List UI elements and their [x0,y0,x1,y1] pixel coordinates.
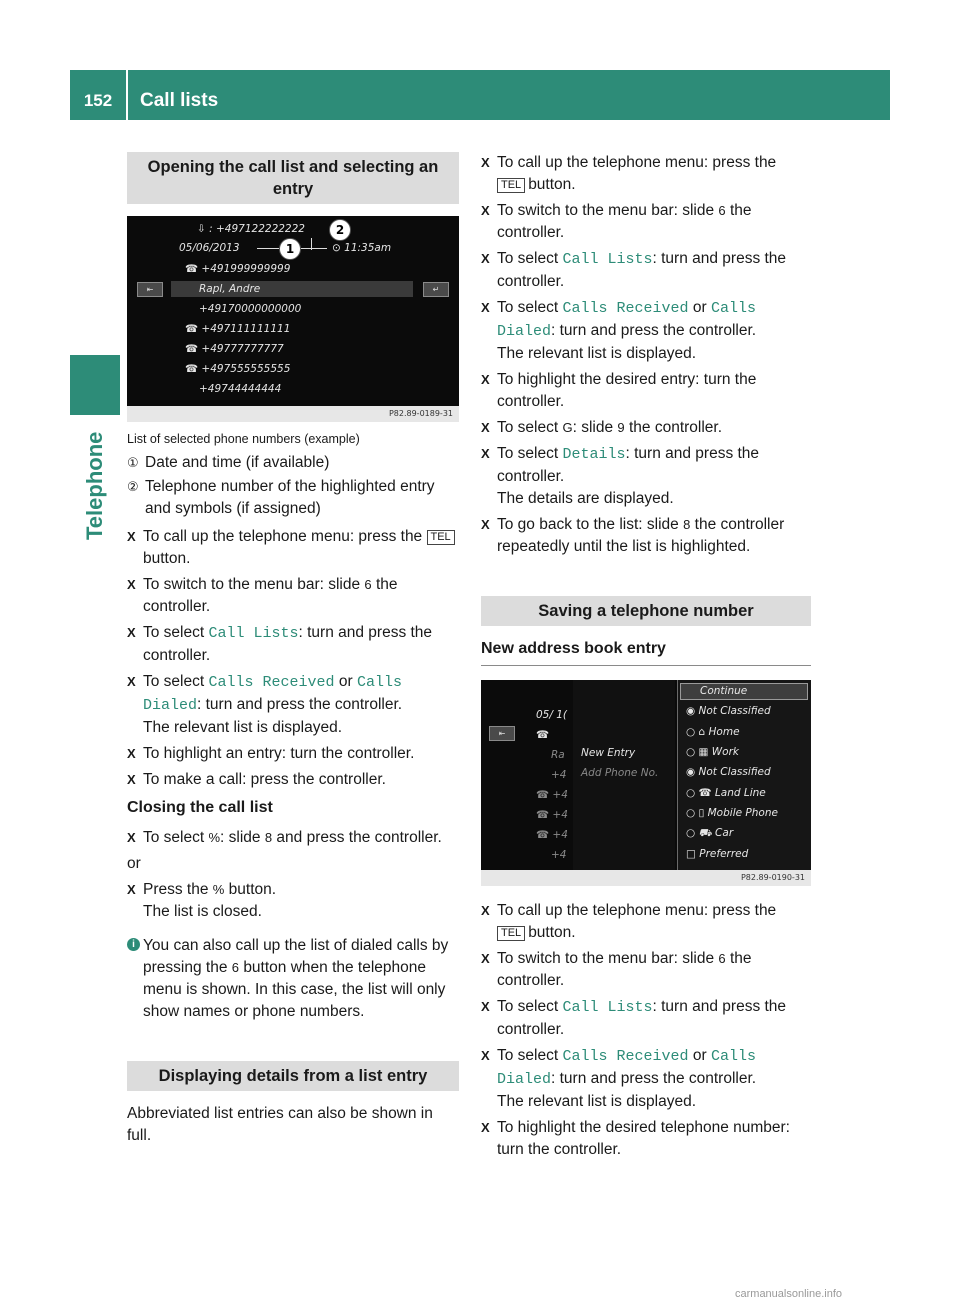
section-title: Call lists [140,90,219,111]
screen-item-new-entry: New Entry [581,747,636,759]
step: X To highlight the desired telephone number: turn the controller. [481,1119,790,1158]
info-note: i You can also call up the list of dialed calls by pressing the 6 button when the telephone menu is shown. In this case, the list will only show names or phone numbers. [127,935,459,1023]
controller-slide-down-icon: 6 [718,951,726,966]
screen-row: ☎ [536,729,550,741]
screen-back-button: ⇤ [137,282,163,297]
step: X To go back to the list: slide 8 the controller repeatedly until the list is highlighted. [481,516,785,555]
side-tab-bar [70,355,120,415]
screen-enter-button: ↵ [423,282,449,297]
screen-row: ☎ +4 [536,829,568,841]
step: X To select Calls Received or Calls Dialed: turn and press the controller. The relevant list is displayed. [481,1047,757,1110]
screen-row: ☎ +49777777777 [185,343,284,355]
page-number: 152 [83,91,113,110]
heading-opening-call-list: Opening the call list and selecting an entry [127,152,459,204]
menu-item: ○ ▦ Work [686,746,739,758]
menu-item: ○ ⛟ Car [686,827,734,839]
step: X To highlight the desired entry: turn the controller. [481,371,757,410]
screen-back-button: ⇤ [489,726,515,741]
controller-slide-down-icon: 6 [364,577,372,592]
details-text: Abbreviated list entries can also be shown in full. [127,1105,433,1144]
menu-item: ○ ▯ Mobile Phone [686,807,778,819]
screen-row: +49170000000000 [199,303,302,315]
step: X To select %: slide 8 and press the controller. [127,829,442,846]
controller-slide-left-icon: 8 [683,517,691,532]
tel-key-icon: TEL [497,926,525,941]
screen-row: ☎ +4 [536,789,568,801]
call-list-screenshot [127,216,459,422]
step: X To select Details: turn and press the controller. The details are displayed. [481,445,760,507]
back-icon: % [208,830,221,845]
right-column [481,152,811,1165]
callout-line [311,238,312,250]
callout-line [257,248,279,249]
screen-item-add-phone: Add Phone No. [581,767,659,779]
menu-item: □ Preferred [686,848,749,860]
screen-row: ☎ +4 [536,809,568,821]
screen-row-date: 05/06/2013 [179,242,240,254]
step: X To highlight an entry: turn the controller. [127,745,415,762]
legend-item: ① Date and time (if available) [127,454,330,471]
closing-title: Closing the call list [127,799,273,816]
info-icon: i [127,938,140,951]
menu-item: ○ ☎ Land Line [686,787,766,799]
callout-1: 1 [279,238,301,260]
step: X To make a call: press the controller. [127,771,386,788]
tel-key-icon: TEL [427,530,455,545]
figure-caption: List of selected phone numbers (example) [127,432,360,446]
step: X To select Calls Received or Calls Dialed: turn and press the controller. The relevant list is displayed. [127,673,403,736]
back-button-icon: % [212,882,225,897]
controller-slide-right-icon: 9 [617,420,625,435]
step: X To switch to the menu bar: slide 6 the controller. [481,202,752,241]
screen-row-time: ⊙ 11:35am [332,242,392,254]
phone-button-icon: 6 [231,960,239,975]
screen-row: ⇩ : +497122222222 [197,223,305,235]
screen-row: +49744444444 [199,383,282,395]
callout-line [299,248,327,249]
watermark: carmanualsonline.info [735,1288,843,1300]
step: X To select Call Lists: turn and press the controller. [127,624,433,664]
context-menu [677,680,811,870]
menu-item: ◉ Not Classified [686,766,771,778]
legend-item: ② Telephone number of the highlighted entry and symbols (if assigned) [127,478,435,517]
screen-row: 05/ 1( [536,709,568,721]
controller-slide-down-icon: 6 [718,203,726,218]
header-divider [126,70,128,120]
heading-saving-number: Saving a telephone number [481,596,811,626]
step: X To select Call Lists: turn and press the controller. [481,250,787,290]
subheading-new-entry: New address book entry [481,638,811,666]
new-entry-screenshot [481,680,811,886]
step: X To call up the telephone menu: press the TEL button. [481,154,777,193]
or-text: or [127,855,141,872]
menu-item: ◉ Not Classified [686,705,771,717]
step: X To select G: slide 9 the controller. [481,419,723,436]
screen-row: Rapl, Andre [199,283,261,295]
screen-row: +4 [551,769,567,781]
menu-item-continue: Continue [700,685,748,697]
figure-code: P82.89-0189-31 [127,406,459,422]
controller-slide-left-icon: 8 [264,830,273,845]
step: X To call up the telephone menu: press the TEL button. [481,902,777,941]
screen-row: Ra [551,749,565,761]
step: X Press the % button. The list is closed. [127,881,277,920]
step: X To call up the telephone menu: press the TELbutton. [127,526,459,570]
screen-row: +4 [551,849,567,861]
left-column [127,152,459,1151]
menu-item: ○ ⌂ Home [686,726,740,738]
step: X To switch to the menu bar: slide 6 the controller. [481,950,752,989]
callout-2: 2 [329,219,351,241]
screen-row: ☎ +491999999999 [185,263,291,275]
step: X To select Calls Received or Calls Dialed: turn and press the controller. The relevant list is displayed. [481,299,757,362]
options-icon: G [562,420,573,435]
side-tab-label: Telephone [82,431,107,540]
step: X To switch to the menu bar: slide 6 the controller. [127,576,398,615]
screen-row: ☎ +497111111111 [185,323,291,335]
figure-code: P82.89-0190-31 [481,870,811,886]
heading-displaying-details: Displaying details from a list entry [127,1061,459,1091]
step: X To select Call Lists: turn and press the controller. [481,998,787,1038]
tel-key-icon: TEL [497,178,525,193]
screen-row: ☎ +497555555555 [185,363,291,375]
